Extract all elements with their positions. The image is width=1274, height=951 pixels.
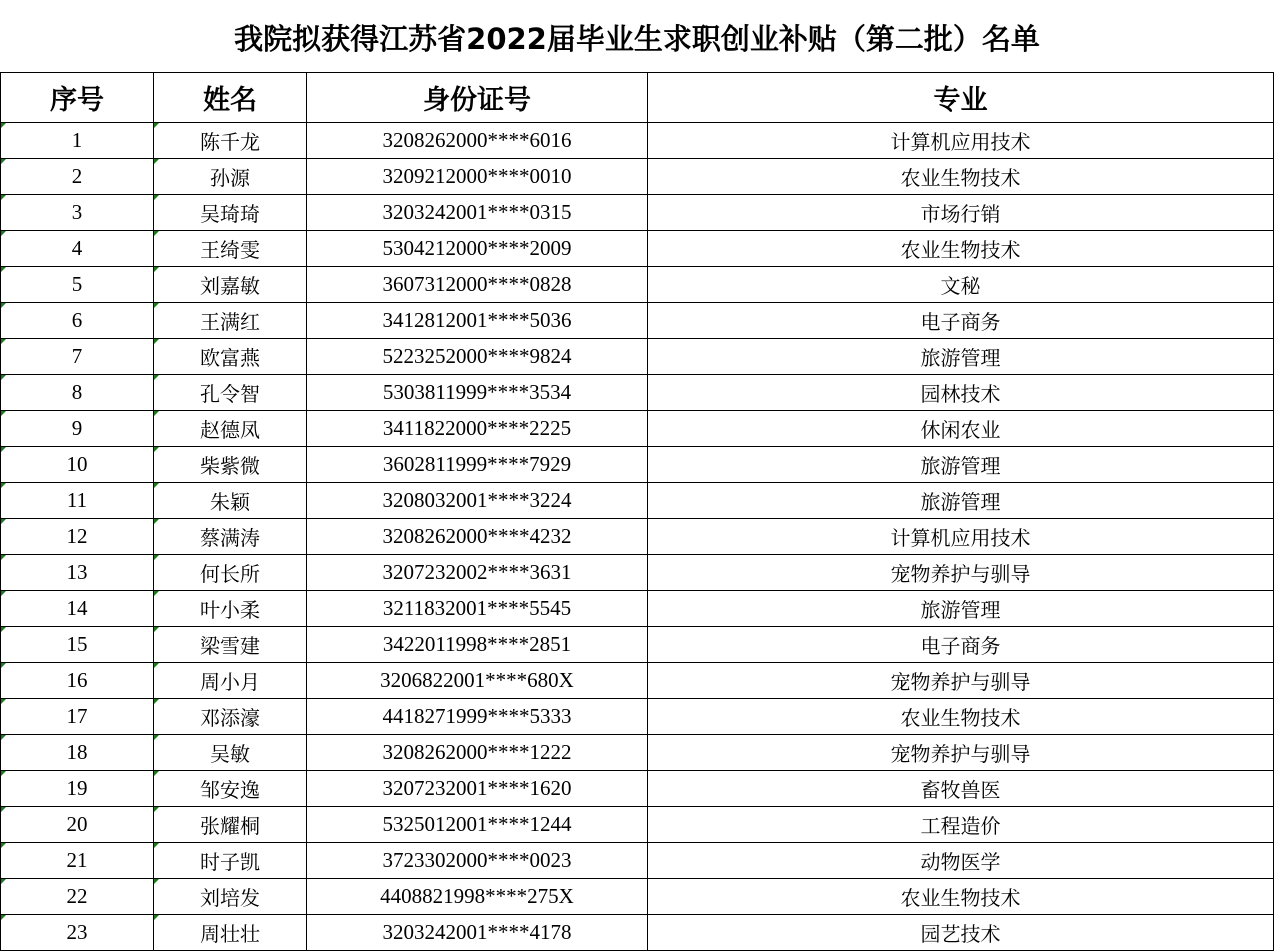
table-row bbox=[1, 735, 1274, 771]
cell-seq[interactable]: 14 bbox=[1, 591, 154, 627]
cell-name[interactable]: 柴紫微 bbox=[154, 447, 307, 483]
table-row bbox=[1, 843, 1274, 879]
cell-seq[interactable]: 17 bbox=[1, 699, 154, 735]
cell-seq[interactable]: 5 bbox=[1, 267, 154, 303]
cell-name[interactable]: 蔡满涛 bbox=[154, 519, 307, 555]
cell-seq[interactable]: 2 bbox=[1, 159, 154, 195]
cell-major[interactable]: 旅游管理 bbox=[648, 483, 1274, 519]
column-header-id[interactable]: 身份证号 bbox=[307, 73, 648, 123]
cell-seq[interactable]: 1 bbox=[1, 123, 154, 159]
cell-seq[interactable]: 15 bbox=[1, 627, 154, 663]
column-header-major[interactable]: 专业 bbox=[648, 73, 1274, 123]
table-row bbox=[1, 519, 1274, 555]
cell-id-number[interactable]: 3206822001****680X bbox=[307, 663, 648, 699]
cell-seq[interactable]: 13 bbox=[1, 555, 154, 591]
column-header-seq[interactable]: 序号 bbox=[1, 73, 154, 123]
cell-id-number[interactable]: 3723302000****0023 bbox=[307, 843, 648, 879]
cell-name[interactable]: 吴琦琦 bbox=[154, 195, 307, 231]
cell-name[interactable]: 王绮雯 bbox=[154, 231, 307, 267]
cell-name[interactable]: 邓添濠 bbox=[154, 699, 307, 735]
cell-name[interactable]: 朱颖 bbox=[154, 483, 307, 519]
table-row bbox=[1, 411, 1274, 447]
table-row bbox=[1, 879, 1274, 915]
cell-seq[interactable]: 3 bbox=[1, 195, 154, 231]
cell-name[interactable]: 梁雪建 bbox=[154, 627, 307, 663]
cell-major[interactable]: 旅游管理 bbox=[648, 591, 1274, 627]
table-row bbox=[1, 699, 1274, 735]
cell-seq[interactable]: 9 bbox=[1, 411, 154, 447]
cell-major[interactable]: 计算机应用技术 bbox=[648, 519, 1274, 555]
cell-major[interactable]: 休闲农业 bbox=[648, 411, 1274, 447]
document-title: 我院拟获得江苏省2022届毕业生求职创业补贴（第二批）名单 bbox=[234, 22, 1040, 56]
table-row bbox=[1, 267, 1274, 303]
table-row bbox=[1, 195, 1274, 231]
cell-id-number[interactable]: 3208262000****4232 bbox=[307, 519, 648, 555]
roster-table bbox=[0, 72, 1274, 951]
cell-name[interactable]: 赵德凤 bbox=[154, 411, 307, 447]
cell-id-number[interactable]: 3607312000****0828 bbox=[307, 267, 648, 303]
cell-name[interactable]: 刘培发 bbox=[154, 879, 307, 915]
table-row bbox=[1, 375, 1274, 411]
cell-major[interactable]: 农业生物技术 bbox=[648, 879, 1274, 915]
cell-id-number[interactable]: 3211832001****5545 bbox=[307, 591, 648, 627]
cell-name[interactable]: 王满红 bbox=[154, 303, 307, 339]
cell-seq[interactable]: 22 bbox=[1, 879, 154, 915]
cell-id-number[interactable]: 3422011998****2851 bbox=[307, 627, 648, 663]
roster-body bbox=[1, 123, 1274, 951]
cell-seq[interactable]: 6 bbox=[1, 303, 154, 339]
table-row bbox=[1, 555, 1274, 591]
header-row bbox=[1, 73, 1274, 123]
table-row bbox=[1, 483, 1274, 519]
cell-major[interactable]: 工程造价 bbox=[648, 807, 1274, 843]
cell-id-number[interactable]: 5303811999****3534 bbox=[307, 375, 648, 411]
cell-major[interactable]: 宠物养护与驯导 bbox=[648, 663, 1274, 699]
table-row bbox=[1, 231, 1274, 267]
table-row bbox=[1, 339, 1274, 375]
cell-seq[interactable]: 8 bbox=[1, 375, 154, 411]
cell-major[interactable]: 宠物养护与驯导 bbox=[648, 735, 1274, 771]
cell-seq[interactable]: 19 bbox=[1, 771, 154, 807]
cell-id-number[interactable]: 5325012001****1244 bbox=[307, 807, 648, 843]
table-row bbox=[1, 159, 1274, 195]
table-row bbox=[1, 627, 1274, 663]
cell-id-number[interactable]: 3207232002****3631 bbox=[307, 555, 648, 591]
cell-major[interactable]: 计算机应用技术 bbox=[648, 123, 1274, 159]
cell-seq[interactable]: 18 bbox=[1, 735, 154, 771]
cell-name[interactable]: 张耀桐 bbox=[154, 807, 307, 843]
cell-name[interactable]: 邹安逸 bbox=[154, 771, 307, 807]
cell-id-number[interactable]: 3208262000****1222 bbox=[307, 735, 648, 771]
cell-id-number[interactable]: 5223252000****9824 bbox=[307, 339, 648, 375]
cell-major[interactable]: 农业生物技术 bbox=[648, 231, 1274, 267]
table-row bbox=[1, 591, 1274, 627]
cell-major[interactable]: 文秘 bbox=[648, 267, 1274, 303]
cell-id-number[interactable]: 3203242001****0315 bbox=[307, 195, 648, 231]
cell-name[interactable]: 时子凯 bbox=[154, 843, 307, 879]
column-header-name[interactable]: 姓名 bbox=[154, 73, 307, 123]
cell-id-number[interactable]: 5304212000****2009 bbox=[307, 231, 648, 267]
table-row bbox=[1, 915, 1274, 951]
cell-seq[interactable]: 20 bbox=[1, 807, 154, 843]
cell-name[interactable]: 刘嘉敏 bbox=[154, 267, 307, 303]
cell-major[interactable]: 农业生物技术 bbox=[648, 159, 1274, 195]
cell-major[interactable]: 市场行销 bbox=[648, 195, 1274, 231]
cell-major[interactable]: 畜牧兽医 bbox=[648, 771, 1274, 807]
cell-id-number[interactable]: 4418271999****5333 bbox=[307, 699, 648, 735]
cell-seq[interactable]: 10 bbox=[1, 447, 154, 483]
cell-id-number[interactable]: 3207232001****1620 bbox=[307, 771, 648, 807]
cell-major[interactable]: 园林技术 bbox=[648, 375, 1274, 411]
cell-major[interactable]: 电子商务 bbox=[648, 303, 1274, 339]
cell-seq[interactable]: 7 bbox=[1, 339, 154, 375]
cell-id-number[interactable]: 3602811999****7929 bbox=[307, 447, 648, 483]
cell-name[interactable]: 吴敏 bbox=[154, 735, 307, 771]
cell-seq[interactable]: 11 bbox=[1, 483, 154, 519]
table-row bbox=[1, 447, 1274, 483]
cell-name[interactable]: 周小月 bbox=[154, 663, 307, 699]
cell-id-number[interactable]: 3203242001****4178 bbox=[307, 915, 648, 951]
cell-name[interactable]: 欧富燕 bbox=[154, 339, 307, 375]
cell-id-number[interactable]: 3412812001****5036 bbox=[307, 303, 648, 339]
cell-id-number[interactable]: 3209212000****0010 bbox=[307, 159, 648, 195]
cell-id-number[interactable]: 3208032001****3224 bbox=[307, 483, 648, 519]
cell-major[interactable]: 电子商务 bbox=[648, 627, 1274, 663]
cell-seq[interactable]: 12 bbox=[1, 519, 154, 555]
cell-name[interactable]: 孔令智 bbox=[154, 375, 307, 411]
cell-major[interactable]: 动物医学 bbox=[648, 843, 1274, 879]
table-row bbox=[1, 663, 1274, 699]
cell-name[interactable]: 周壮壮 bbox=[154, 915, 307, 951]
table-row bbox=[1, 807, 1274, 843]
table-row bbox=[1, 123, 1274, 159]
cell-name[interactable]: 陈千龙 bbox=[154, 123, 307, 159]
cell-major[interactable]: 旅游管理 bbox=[648, 447, 1274, 483]
cell-id-number[interactable]: 3208262000****6016 bbox=[307, 123, 648, 159]
cell-name[interactable]: 叶小柔 bbox=[154, 591, 307, 627]
cell-major[interactable]: 农业生物技术 bbox=[648, 699, 1274, 735]
cell-major[interactable]: 园艺技术 bbox=[648, 915, 1274, 951]
cell-seq[interactable]: 16 bbox=[1, 663, 154, 699]
cell-name[interactable]: 孙源 bbox=[154, 159, 307, 195]
cell-seq[interactable]: 23 bbox=[1, 915, 154, 951]
table-row bbox=[1, 771, 1274, 807]
cell-seq[interactable]: 21 bbox=[1, 843, 154, 879]
cell-major[interactable]: 宠物养护与驯导 bbox=[648, 555, 1274, 591]
cell-seq[interactable]: 4 bbox=[1, 231, 154, 267]
cell-id-number[interactable]: 3411822000****2225 bbox=[307, 411, 648, 447]
table-row bbox=[1, 303, 1274, 339]
cell-id-number[interactable]: 4408821998****275X bbox=[307, 879, 648, 915]
cell-major[interactable]: 旅游管理 bbox=[648, 339, 1274, 375]
cell-name[interactable]: 何长所 bbox=[154, 555, 307, 591]
